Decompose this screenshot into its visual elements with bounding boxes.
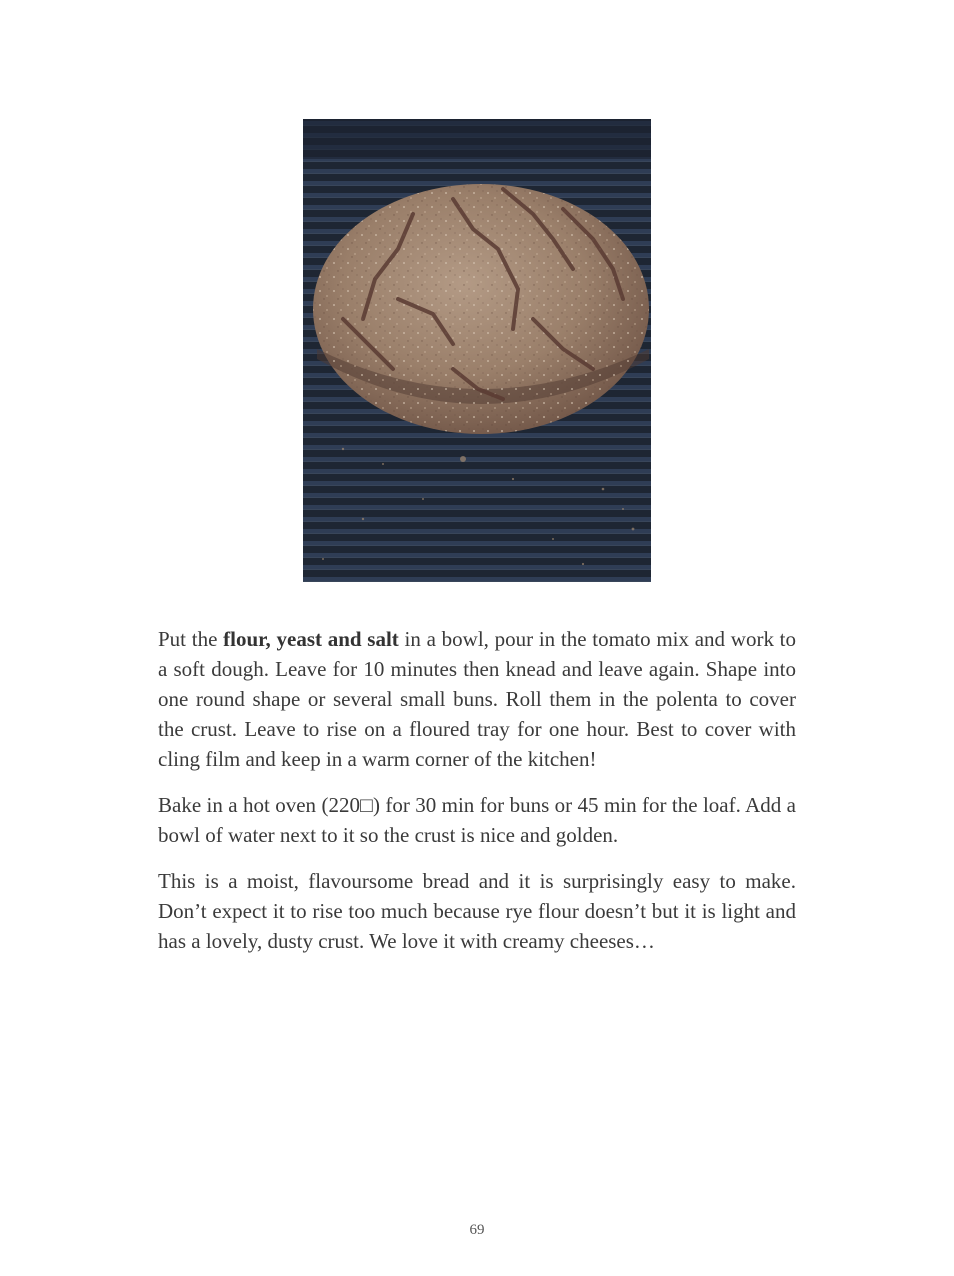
rye-bread-loaf-photo [303,119,651,582]
paragraph-description: This is a moist, flavoursome bread and it is surprisingly easy to make. Don’t expect it to rise too much because rye flour doesn’t but it is light and has a lovely, dusty crust. We love it with creamy cheeses… [158,869,796,953]
paragraph-text: Put the [158,627,224,651]
paragraph-method [158,624,796,774]
paragraph-baking: Bake in a hot oven (220□) for 30 min for buns or 45 min for the loaf. Add a bowl of water next to it so the crust is nice and golden. [158,793,796,847]
page-number: 69 [469,1222,485,1238]
paragraph-text: in a bowl, pour in the tomato mix and work to a soft dough. Leave for 10 minutes then knead and leave again. Shape into one round shape or several small buns. Roll them in the polenta to cover the crust. Leave to rise on a floured tray for one hour. Best to cover with cling film and keep in a warm corner of the kitchen! [158,627,796,771]
ingredient-highlight: flour, yeast and salt [223,627,399,651]
recipe-text [158,624,796,972]
